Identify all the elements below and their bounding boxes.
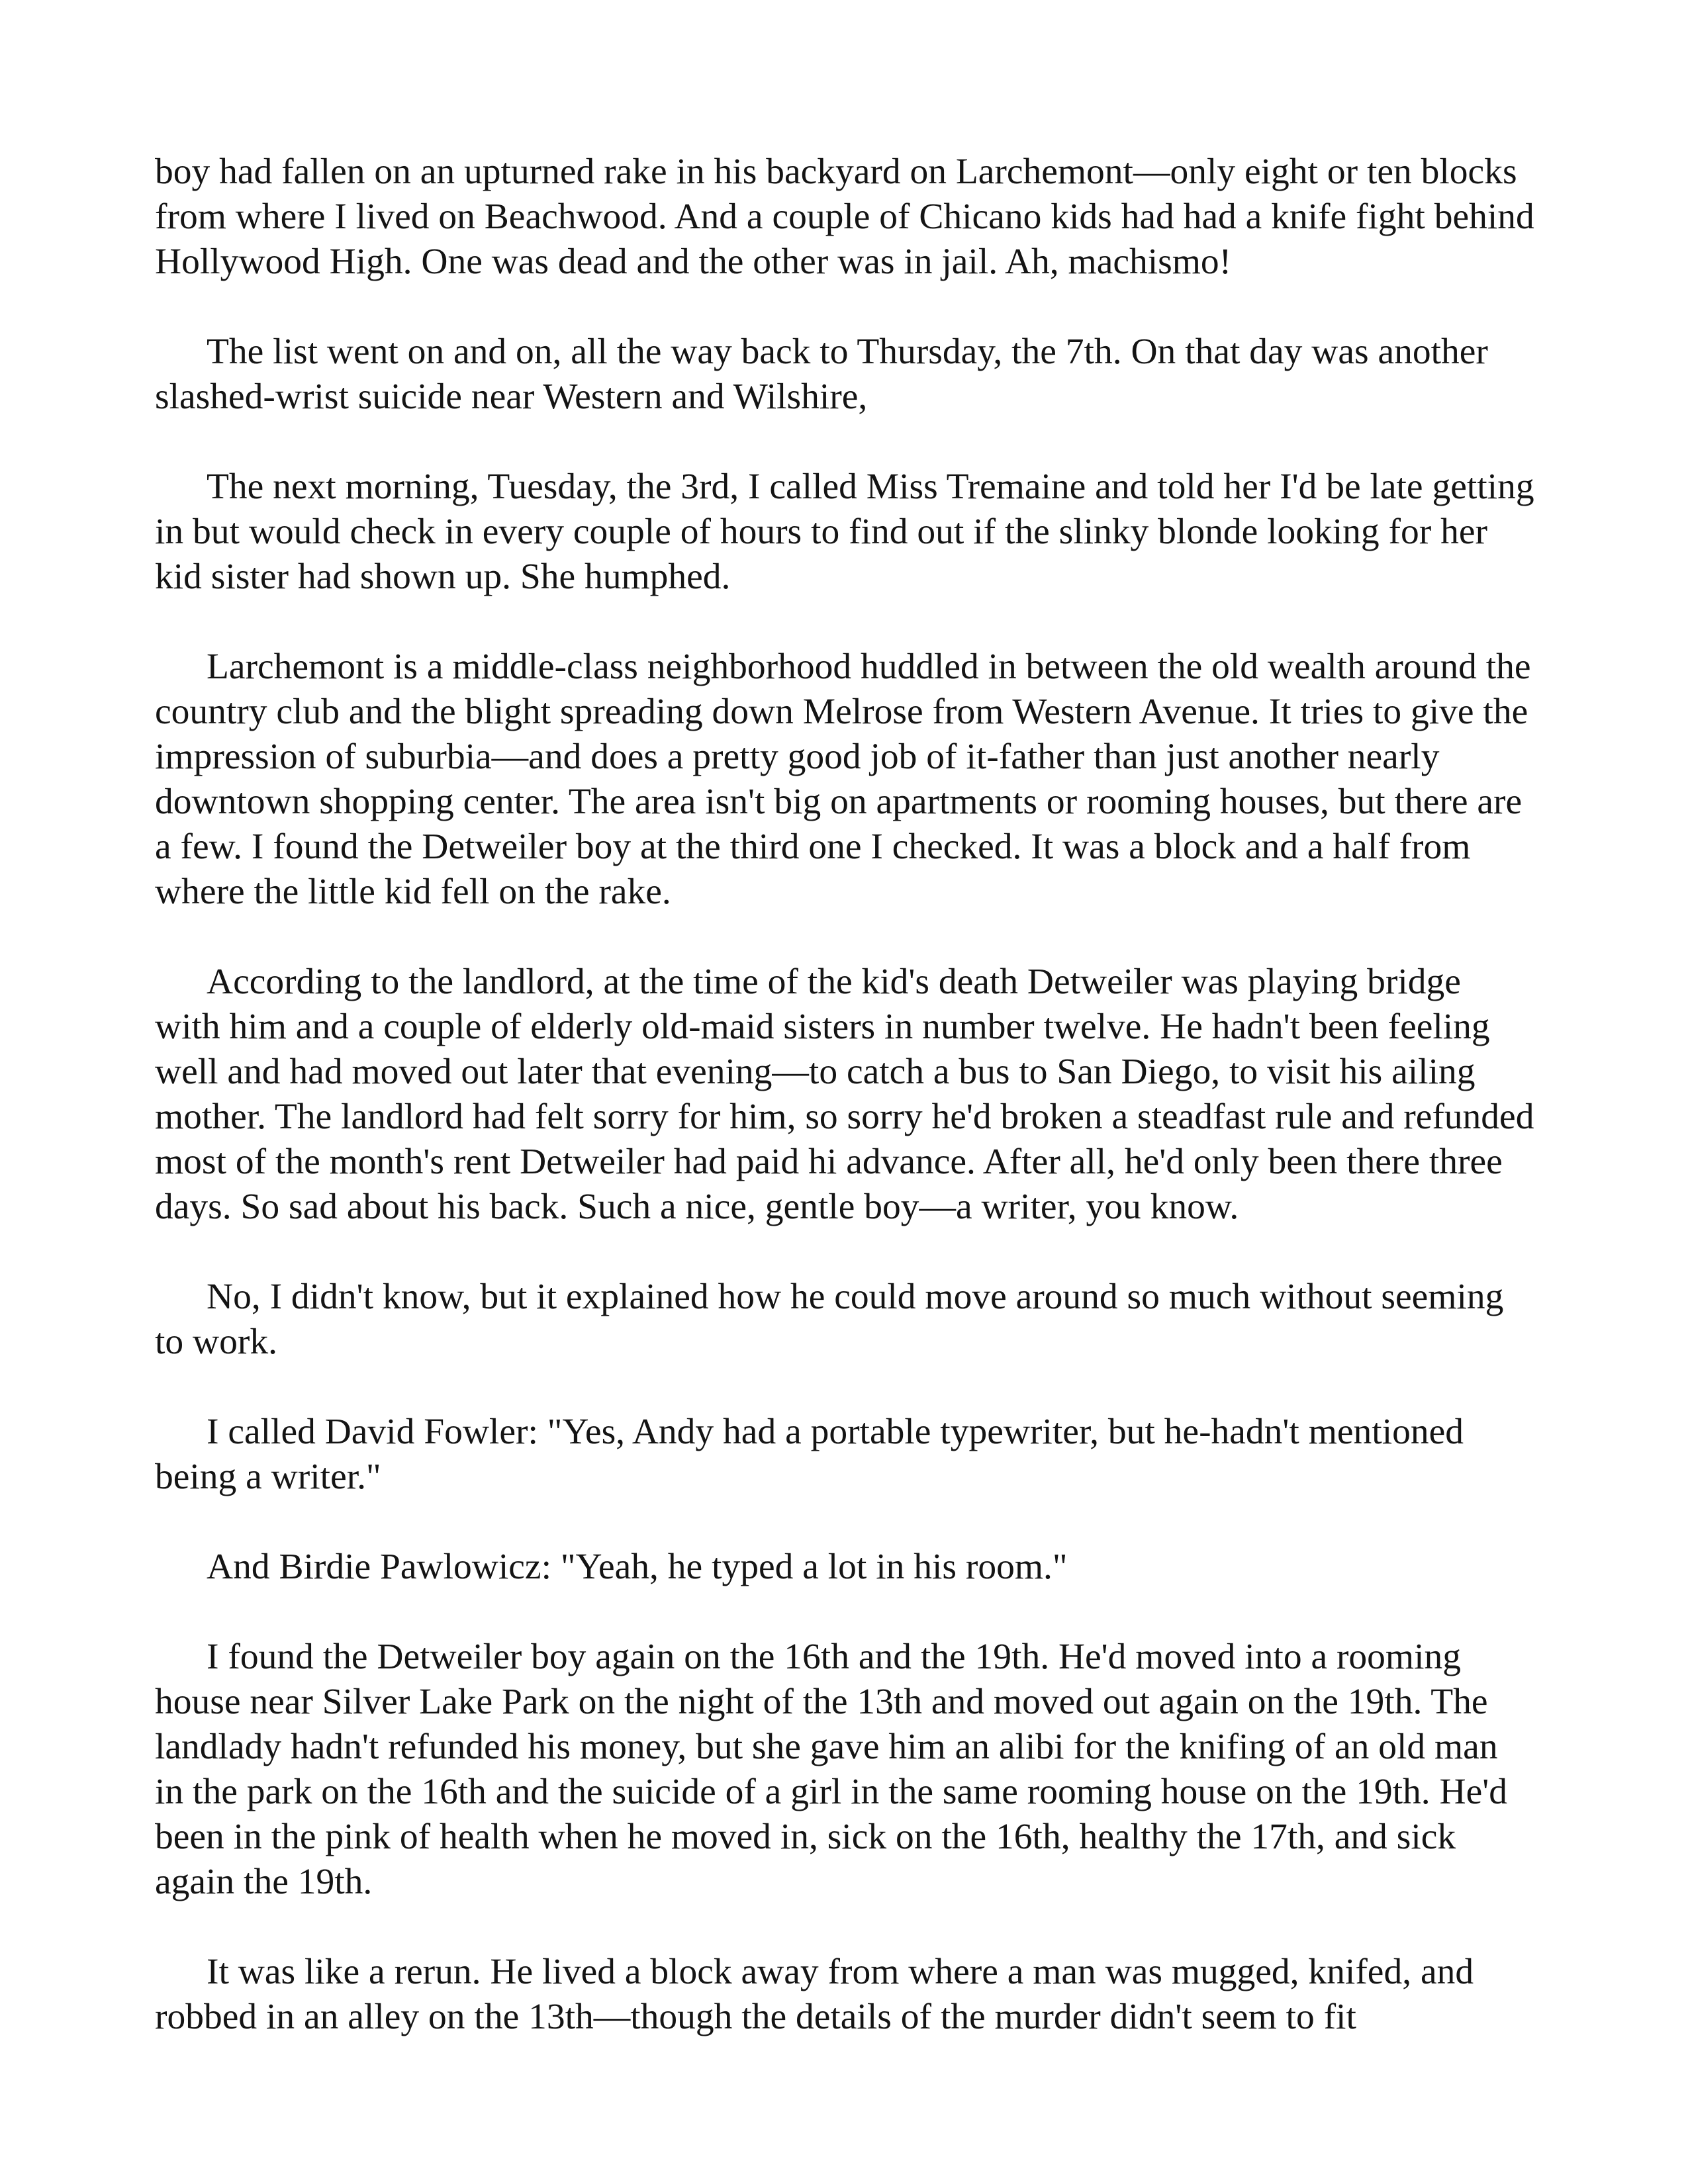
document-page xyxy=(155,150,1535,2085)
paragraph-7: I called David Fowler: "Yes, Andy had a portable typewriter, but he-hadn't mentioned being a writer." xyxy=(155,1412,1464,1497)
paragraph-4: Larchemont is a middle-class neighborhood huddled in between the old wealth around the country club and the blight spreading down Melrose from Western Avenue. It tries to give the impression of suburbia—and does a pretty good job of it-father than just another nearly downtown shopping center. The area isn't big on apartments or rooming houses, but there are a few. I found the Detweiler boy at the third one I checked. It was a block and a half from where the little kid fell on the rake. xyxy=(155,647,1531,912)
paragraph-8: And Birdie Pawlowicz: "Yeah, he typed a lot in his room." xyxy=(207,1547,1068,1587)
paragraph-6: No, I didn't know, but it explained how he could move around so much without seeming to work. xyxy=(155,1277,1504,1362)
paragraph-5: According to the landlord, at the time of the kid's death Detweiler was playing bridge with him and a couple of elderly old-maid sisters in number twelve. He hadn't been feeling well and had moved out later that evening—to catch a bus to San Diego, to visit his ailing mother. The landlord had felt sorry for him, so sorry he'd broken a steadfast rule and refunded most of the month's rent Detweiler had paid hi advance. After all, he'd only been there three days. So sad about his back. Such a nice, gentle boy—a writer, you know. xyxy=(155,962,1534,1227)
paragraph-1: boy had fallen on an upturned rake in his backyard on Larchemont—only eight or ten blocks from where I lived on Beachwood. And a couple of Chicano kids had had a knife fight behind Hollywood High. One was dead and the other was in jail. Ah, machismo! xyxy=(155,152,1534,282)
paragraph-10: It was like a rerun. He lived a block away from where a man was mugged, knifed, and robbed in an alley on the 13th—though the details of the murder didn't seem to fit xyxy=(155,1952,1474,2037)
paragraph-3: The next morning, Tuesday, the 3rd, I called Miss Tremaine and told her I'd be late getting in but would check in every couple of hours to find out if the slinky blonde looking for her kid sister had shown up. She humphed. xyxy=(155,467,1534,597)
paragraph-9: I found the Detweiler boy again on the 16th and the 19th. He'd moved into a rooming house near Silver Lake Park on the night of the 13th and moved out again on the 19th. The landlady hadn't refunded his money, but she gave him an alibi for the knifing of an old man in the park on the 16th and the suicide of a girl in the same rooming house on the 19th. He'd been in the pink of health when he moved in, sick on the 16th, healthy the 17th, and sick again the 19th. xyxy=(155,1637,1508,1902)
paragraph-2: The list went on and on, all the way back to Thursday, the 7th. On that day was another slashed-wrist suicide near Western and Wilshire, xyxy=(155,332,1488,417)
